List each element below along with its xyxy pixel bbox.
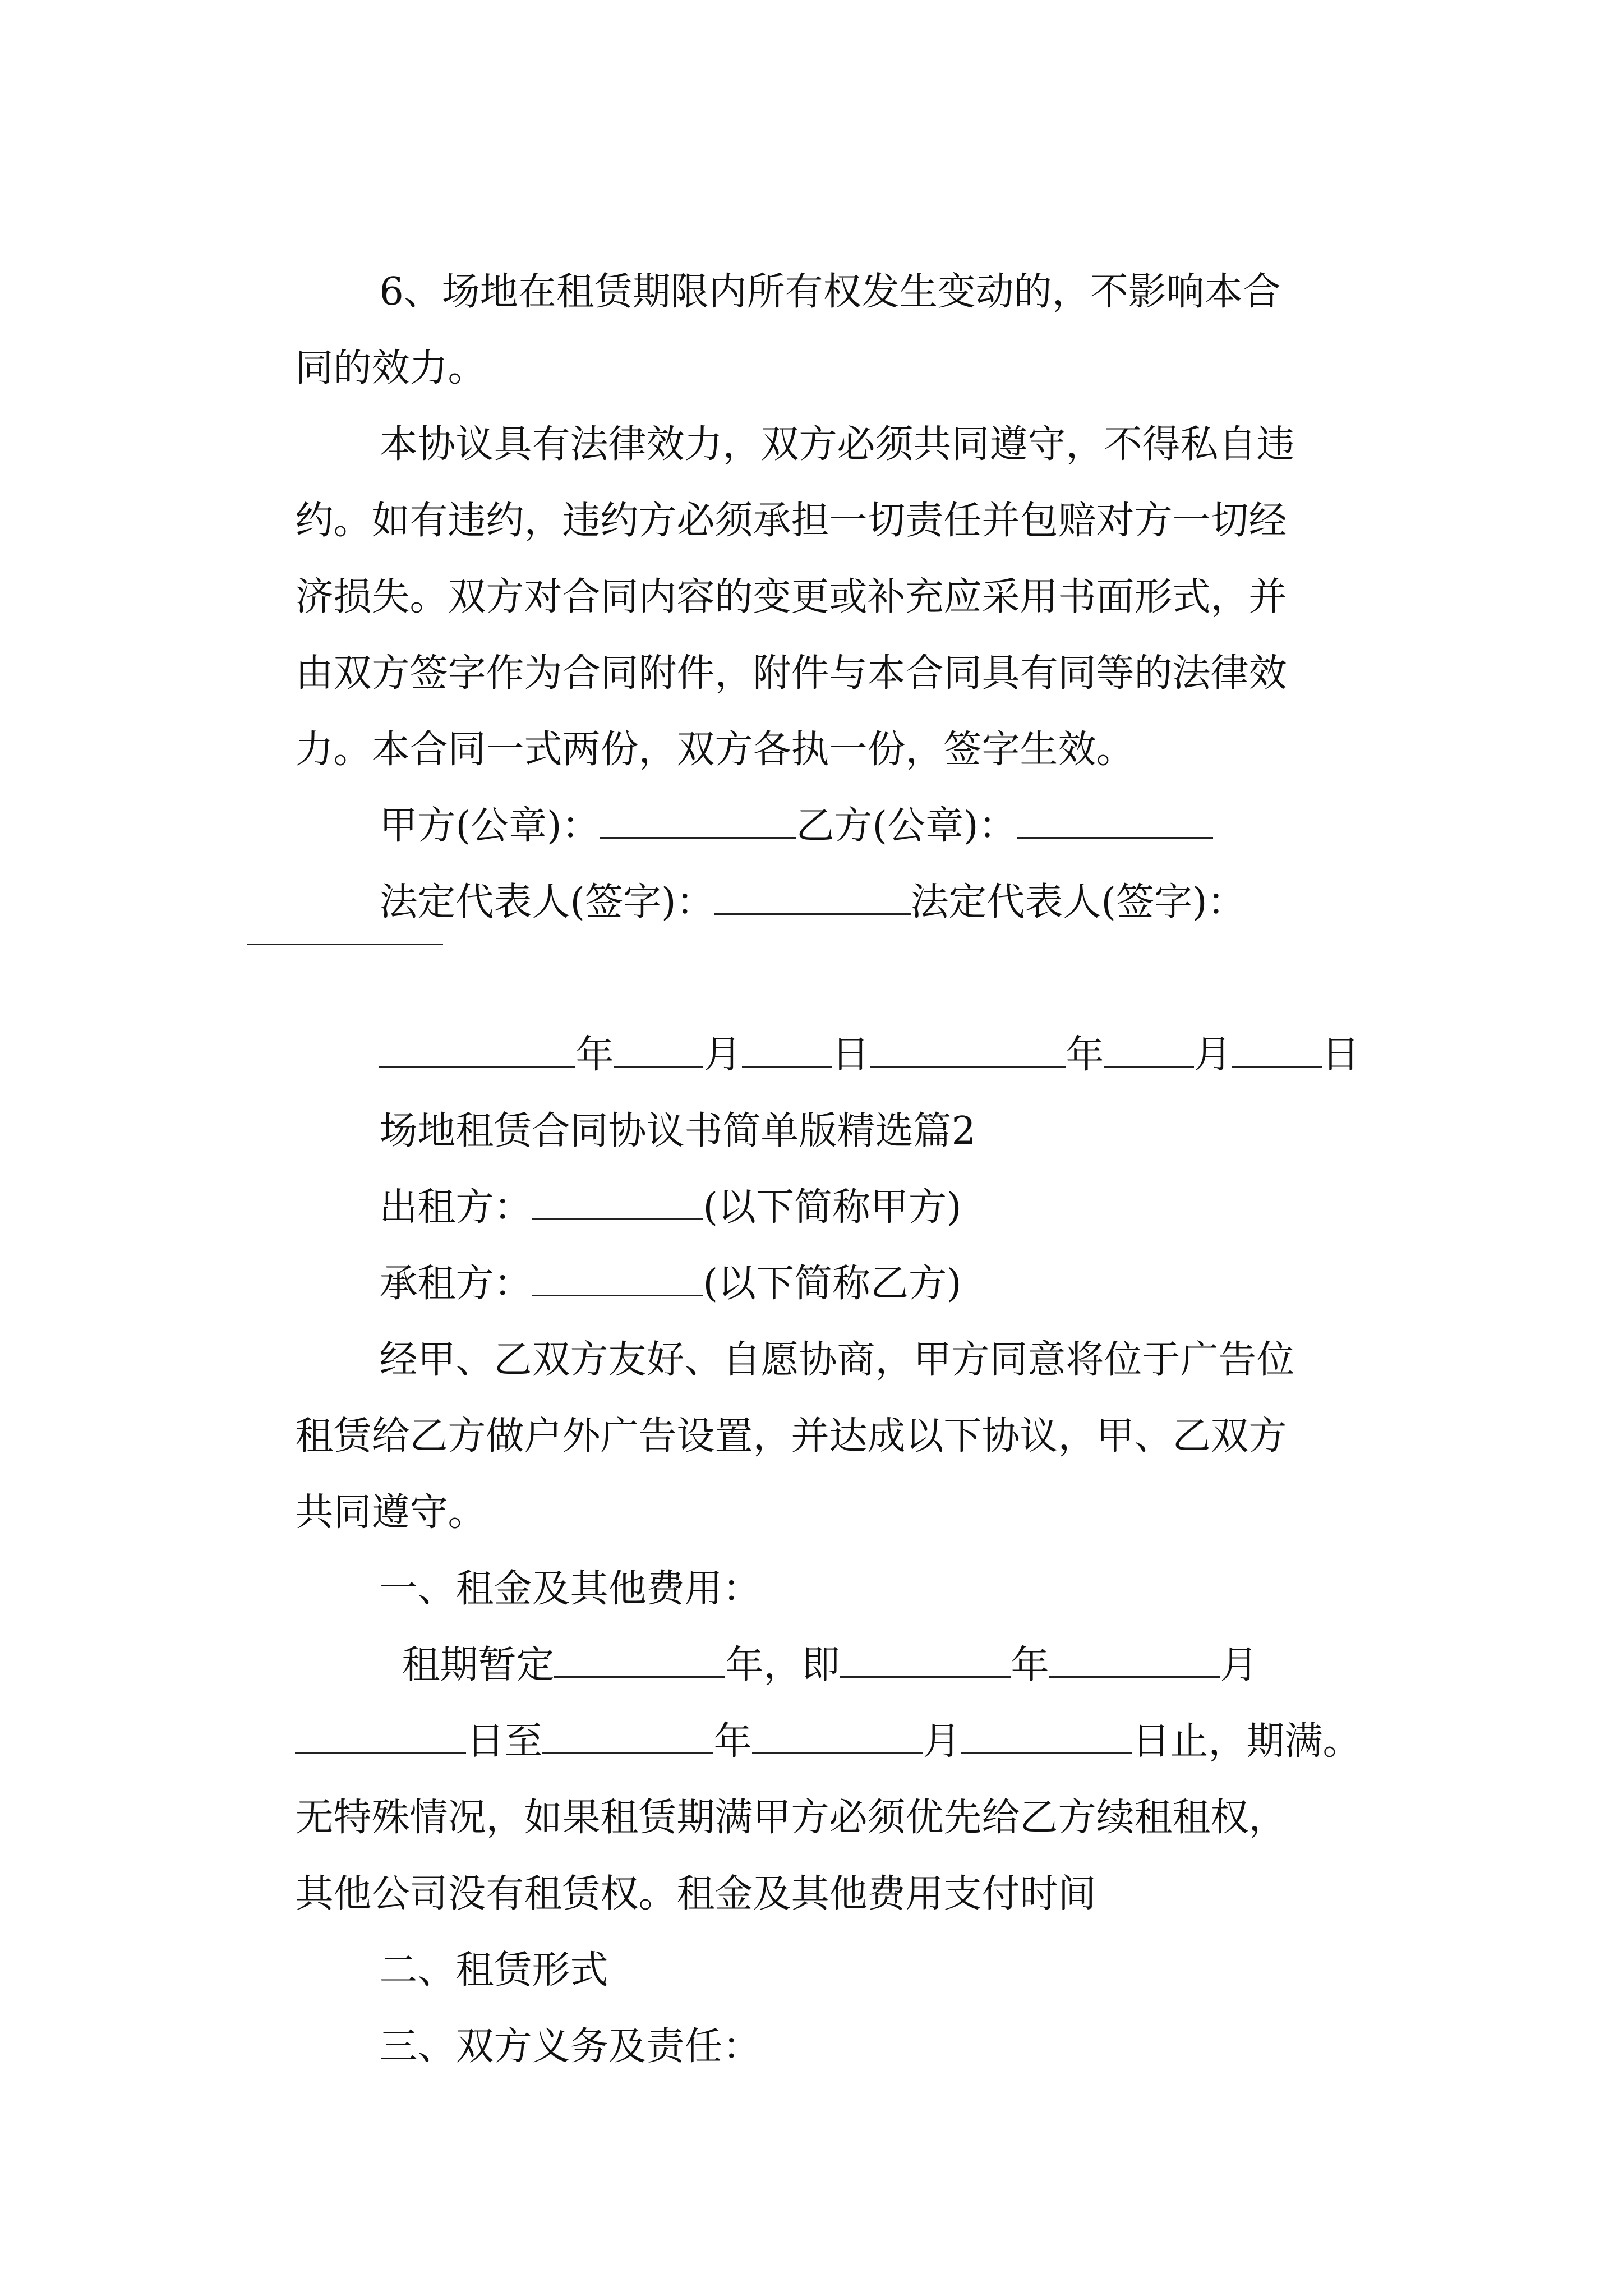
agreement-line-1: 本协议具有法律效力，双方必须共同遵守，不得私自违 — [379, 422, 1295, 467]
heading-obligations: 三、双方义务及责任： — [379, 2024, 761, 2069]
agreement-line-3: 济损失。双方对合同内容的变更或补充应采用书面形式，并 — [295, 575, 1287, 619]
date-line: 年 月 日 年 月 日 — [331, 979, 1396, 1030]
term-line-1: 租期暂定 年，即 年 月 — [353, 1590, 1419, 1640]
clause-6-line-2: 同的效力。 — [295, 346, 486, 390]
term-line-2: 日至 年 月 日止，期满。 — [247, 1666, 1396, 1717]
party-a-rep-label: 法定代表人(签字)： — [379, 880, 714, 924]
lessee-line: 承租方： (以下简称乙方) — [331, 1208, 1396, 1259]
agreement-line-2: 约。如有违约，违约方必须承担一切责任并包赔对方一切经 — [295, 499, 1287, 543]
agreement-line-5: 力。本合同一式两份，双方各执一份，签字生效。 — [295, 728, 1135, 772]
party-b-seal-label: 乙方(公章)： — [796, 804, 1017, 848]
heading-rent: 一、租金及其他费用： — [379, 1567, 761, 1611]
party-a-rep-blank — [714, 878, 911, 915]
party-a-seal-label: 甲方(公章)： — [379, 804, 600, 848]
party-b-rep-label: 法定代表人(签字)： — [910, 880, 1246, 924]
seal-line — [331, 751, 1396, 848]
legal-rep-line — [331, 827, 1396, 924]
intro-line-3: 共同遵守。 — [295, 1490, 486, 1535]
term-line-4: 其他公司没有租赁权。租金及其他费用支付时间 — [295, 1872, 1096, 1916]
clause-6-line-1: 6、场地在租赁期限内所有权发生变动的，不影响本合 — [379, 270, 1281, 314]
party-b-rep-blank — [247, 944, 443, 945]
heading-lease-form: 二、租赁形式 — [379, 1948, 608, 1993]
agreement-line-4: 由双方签字作为合同附件，附件与本合同具有同等的法律效 — [295, 651, 1287, 696]
term-line-3: 无特殊情况，如果租赁期满甲方必须优先给乙方续租租权， — [295, 1796, 1287, 1840]
intro-line-2: 租赁给乙方做户外广告设置，并达成以下协议，甲、乙双方 — [295, 1414, 1287, 1458]
lessor-line: 出租方： (以下简称甲方) — [331, 1132, 1396, 1182]
intro-line-1: 经甲、乙双方友好、自愿协商，甲方同意将位于广告位 — [379, 1338, 1295, 1382]
section-title: 场地租赁合同协议书简单版精选篇2 — [379, 1109, 976, 1153]
